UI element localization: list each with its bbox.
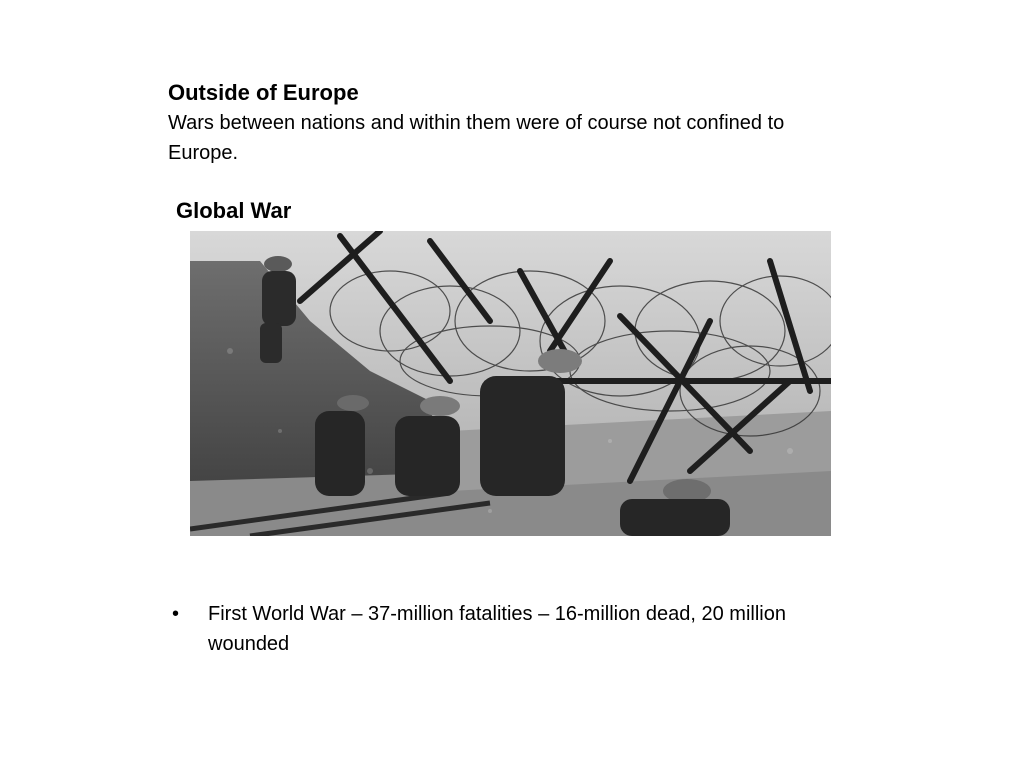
- trench-photo: [190, 231, 831, 536]
- intro-heading: Outside of Europe: [168, 80, 359, 105]
- intro-body: Wars between nations and within them were of course not confined to Europe.: [168, 112, 785, 164]
- bullet-list: [172, 599, 832, 659]
- intro-block: [168, 78, 828, 168]
- bullet-item: [172, 599, 832, 659]
- section-heading: Global War: [176, 198, 292, 223]
- bullet-dot-icon: •: [172, 603, 180, 625]
- bullet-text: First World War – 37-million fatalities – 16-million dead, 20 million wounded: [208, 603, 786, 655]
